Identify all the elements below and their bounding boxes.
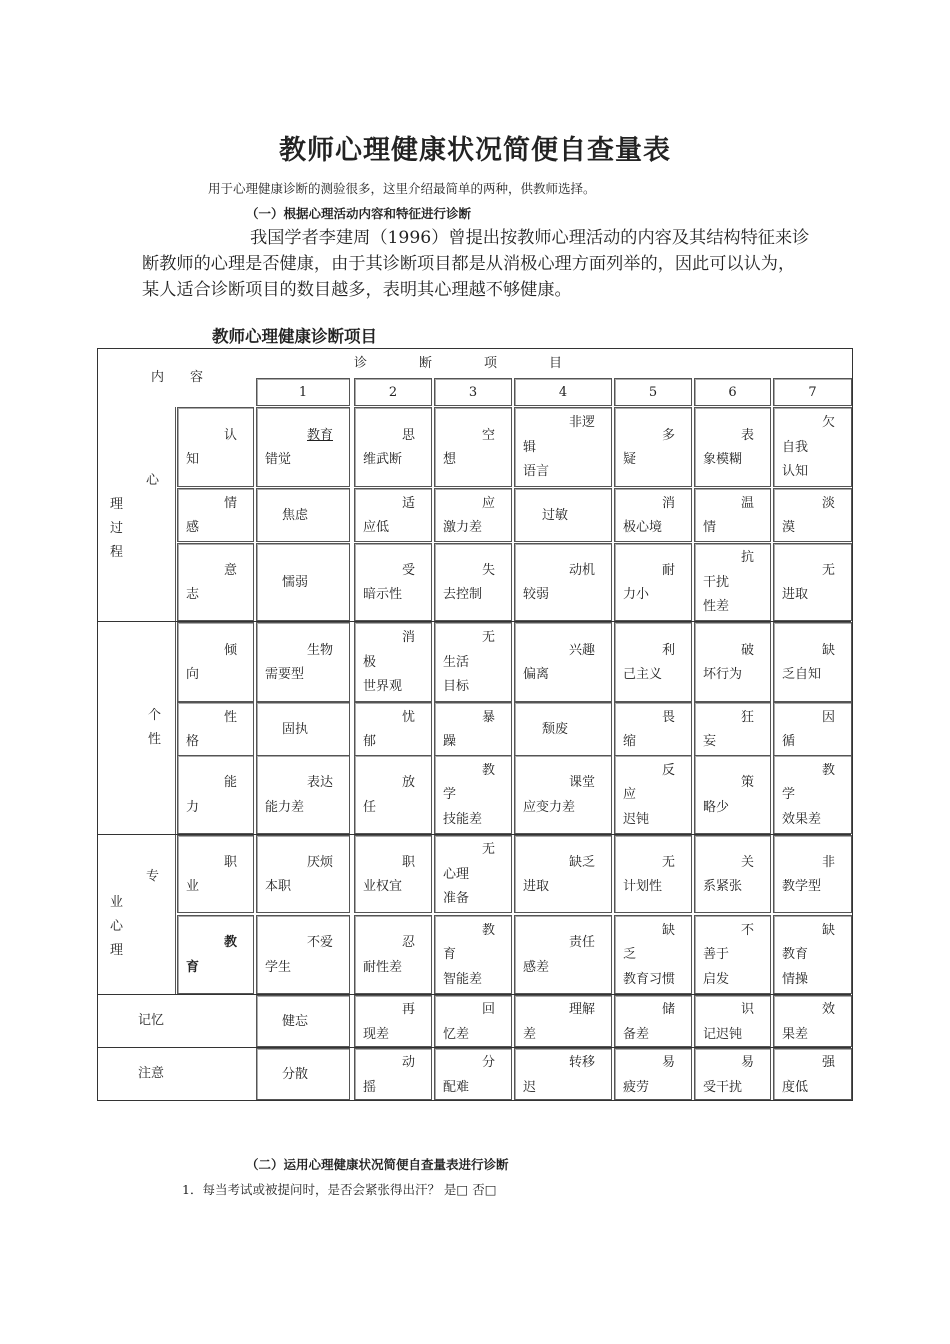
cell-will-3-line: 失	[481, 562, 495, 578]
row-label-will	[177, 543, 254, 621]
cell-education-6	[694, 915, 771, 994]
cell-memory-2-line: 再	[401, 1002, 415, 1017]
cell-education-1-line: 学生	[265, 959, 292, 975]
cell-will-3-line: 去控制	[443, 587, 483, 602]
cell-memory-6-line: 记迟钝	[703, 1026, 743, 1042]
cell-attention-1-line: 分散	[281, 1066, 308, 1082]
cell-education-6-line: 不	[740, 922, 754, 938]
cell-character-1	[256, 702, 350, 756]
column-number	[434, 378, 512, 406]
cell-profession-2-line: 业权宜	[363, 879, 403, 894]
cell-cognition-4-line: 非逻	[568, 415, 595, 431]
row-label-memory-line: 记忆	[138, 1012, 165, 1028]
cell-ability-4	[514, 755, 612, 834]
cell-memory-3-line: 回	[481, 1002, 495, 1017]
cell-education-5-line: 缺	[661, 922, 675, 938]
cell-education-2	[354, 915, 432, 994]
cell-character-5-line: 缩	[623, 734, 637, 749]
cell-attention-6	[694, 1048, 771, 1100]
row-label-emotion	[177, 488, 254, 542]
cell-will-3	[434, 543, 512, 621]
cell-memory-5	[614, 995, 692, 1047]
cell-character-5-line: 畏	[661, 709, 675, 725]
cell-will-6-line: 抗	[740, 550, 754, 566]
group-label-char: 个	[148, 708, 162, 723]
cell-will-4-line: 动机	[568, 562, 595, 578]
cell-attention-4	[514, 1048, 612, 1100]
row-label-profession	[177, 835, 254, 913]
group-label-char: 性	[148, 732, 162, 747]
cell-will-5	[614, 543, 692, 621]
cell-cognition-6-line: 表	[740, 427, 754, 443]
cell-ability-6	[694, 755, 771, 834]
cell-tendency-3	[434, 622, 512, 702]
row-label-ability-line: 力	[186, 799, 200, 815]
cell-will-6-line: 干扰	[703, 574, 730, 590]
row-label-character-line: 性	[223, 709, 237, 725]
cell-profession-5	[614, 835, 692, 913]
cell-attention-5	[614, 1048, 692, 1100]
cell-memory-2-line: 现差	[363, 1026, 390, 1042]
cell-ability-2	[354, 755, 432, 834]
cell-will-2	[354, 543, 432, 621]
cell-tendency-1	[256, 622, 350, 702]
group-divider	[98, 834, 851, 835]
cell-profession-4-line: 进取	[523, 879, 550, 894]
cell-memory-2	[354, 995, 432, 1047]
cell-ability-1-line: 表达	[306, 775, 333, 790]
cell-character-2-line: 忧	[401, 709, 415, 725]
row-label-character-line: 格	[186, 734, 200, 749]
cell-will-4-line: 较弱	[523, 587, 550, 602]
cell-tendency-5-line: 己主义	[623, 667, 663, 682]
cell-cognition-7-line: 欠	[821, 415, 835, 431]
cell-character-3-line: 躁	[443, 734, 457, 749]
header-content-line: 内 容	[150, 369, 203, 385]
cell-education-6-line: 启发	[703, 971, 730, 987]
question-1: 1．每当考试或被提问时，是否会紧张得出汗？ 是□ 否□	[182, 1182, 497, 1197]
cell-education-7	[773, 915, 852, 994]
cell-cognition-1-line: 错觉	[265, 452, 292, 467]
cell-tendency-1-line: 生物	[306, 642, 333, 658]
cell-emotion-6-line: 情	[703, 520, 717, 535]
cell-will-2-line: 暗示性	[363, 587, 403, 602]
cell-ability-7-line: 学	[782, 787, 796, 803]
cell-memory-5-line: 备差	[623, 1026, 650, 1042]
cell-will-7	[773, 543, 852, 621]
cell-education-1	[256, 915, 350, 994]
column-number	[514, 378, 612, 406]
cell-ability-5	[614, 755, 692, 834]
group-professional-psychology	[100, 835, 176, 994]
cell-will-1-line: 懦弱	[281, 574, 308, 590]
cell-tendency-2-line: 极	[363, 654, 377, 670]
cell-memory-7	[773, 995, 852, 1047]
cell-memory-3	[434, 995, 512, 1047]
cell-education-6-line: 善于	[703, 947, 730, 963]
cell-memory-4-line: 理解	[568, 1002, 595, 1017]
cell-tendency-3-line: 目标	[443, 679, 470, 695]
cell-ability-4-line: 课堂	[568, 775, 595, 790]
cell-tendency-2-line: 消	[401, 630, 415, 646]
cell-ability-5-line: 迟钝	[623, 811, 650, 827]
cell-character-6	[694, 702, 771, 756]
group-divider	[98, 994, 851, 995]
column-number	[614, 378, 692, 406]
row-label-will-line: 意	[223, 562, 237, 578]
row-label-tendency-line: 倾	[223, 642, 237, 658]
cell-emotion-2-line: 适	[401, 495, 415, 511]
cell-education-2-line: 忍	[401, 935, 415, 950]
cell-ability-2-line: 放	[401, 775, 415, 790]
document-title: 教师心理健康状况简便自查量表	[279, 135, 671, 166]
cell-tendency-2-line: 世界观	[363, 679, 403, 695]
intro-text: 用于心理健康诊断的测验很多，这里介绍最简单的两种，供教师选择。	[208, 181, 596, 196]
section-2-heading: （二）运用心理健康状况简便自查量表进行诊断	[246, 1157, 509, 1172]
cell-education-5	[614, 915, 692, 994]
cell-cognition-3-line: 想	[443, 452, 457, 467]
cell-tendency-4-line: 兴趣	[568, 642, 595, 658]
cell-will-7-line: 进取	[782, 587, 809, 602]
cell-emotion-6-line: 温	[740, 495, 754, 511]
group-label-char: 理	[110, 497, 124, 512]
cell-tendency-3-line: 无	[481, 630, 495, 646]
row-label-ability	[177, 755, 254, 834]
cell-cognition-4-line: 语言	[523, 464, 550, 480]
row-label-education-line: 育	[186, 959, 200, 975]
cell-profession-2	[354, 835, 432, 913]
cell-tendency-1-line: 需要型	[265, 667, 305, 682]
cell-education-7-line: 缺	[821, 922, 835, 938]
cell-emotion-7-line: 漠	[782, 520, 796, 535]
cell-emotion-1-line: 焦虑	[281, 507, 308, 523]
cell-emotion-5-line: 消	[661, 495, 675, 511]
row-label-tendency-line: 向	[186, 667, 200, 682]
column-number-line: 4	[558, 385, 568, 400]
cell-profession-3	[434, 835, 512, 913]
cell-character-5	[614, 702, 692, 756]
cell-profession-4	[514, 835, 612, 913]
column-number	[256, 378, 350, 406]
cell-tendency-7-line: 乏自知	[782, 667, 822, 682]
cell-character-1-line: 固执	[281, 721, 308, 737]
cell-attention-7-line: 强	[821, 1055, 835, 1070]
cell-attention-5-line: 疲劳	[623, 1079, 650, 1095]
cell-cognition-2-line: 维武断	[363, 452, 403, 467]
row-label-emotion-line: 感	[186, 520, 200, 535]
cell-education-4-line: 感差	[523, 959, 550, 975]
cell-ability-3-line: 技能差	[443, 811, 483, 827]
cell-will-4	[514, 543, 612, 621]
cell-attention-2-line: 摇	[363, 1079, 377, 1095]
cell-tendency-4-line: 偏离	[523, 667, 550, 682]
column-number-line: 7	[808, 385, 817, 400]
cell-attention-6-line: 受干扰	[703, 1079, 743, 1095]
cell-character-6-line: 狂	[740, 709, 754, 725]
cell-cognition-5-line: 疑	[623, 452, 637, 467]
cell-cognition-1	[256, 407, 350, 487]
row-label-profession-line: 职	[223, 854, 237, 870]
cell-cognition-5-line: 多	[661, 427, 675, 443]
cell-cognition-2-line: 思	[401, 427, 415, 443]
row-label-ability-line: 能	[223, 775, 237, 790]
cell-character-3	[434, 702, 512, 756]
intro-paragraph: 我国学者李建周（1996）曾提出按教师心理活动的内容及其结构特征来诊断教师的心理是否健康，由于其诊断项目都是从消极心理方面列举的，因此可以认为，某人适合诊断项目的数目越多，表明其心理越不够健康。	[142, 228, 810, 300]
column-number-line: 5	[648, 385, 658, 400]
cell-memory-7-line: 效	[821, 1002, 835, 1017]
cell-profession-1	[256, 835, 350, 913]
cell-ability-6-line: 策	[740, 775, 754, 790]
cell-memory-3-line: 忆差	[443, 1026, 470, 1042]
cell-profession-6	[694, 835, 771, 913]
cell-tendency-7-line: 缺	[821, 642, 835, 658]
row-label-character	[177, 702, 254, 756]
cell-ability-1	[256, 755, 350, 834]
cell-ability-3-line: 教	[481, 762, 495, 778]
cell-cognition-3	[434, 407, 512, 487]
cell-memory-6-line: 识	[740, 1002, 754, 1017]
cell-emotion-7	[773, 488, 852, 542]
cell-ability-3	[434, 755, 512, 834]
cell-cognition-6	[694, 407, 771, 487]
cell-attention-6-line: 易	[740, 1055, 754, 1070]
cell-cognition-6-line: 象模糊	[703, 452, 743, 467]
column-number	[694, 378, 771, 406]
cell-profession-5-line: 计划性	[623, 879, 663, 894]
cell-profession-7-line: 非	[821, 854, 835, 870]
cell-profession-2-line: 职	[401, 854, 415, 870]
cell-profession-1-line: 厌烦	[306, 854, 333, 870]
cell-tendency-6-line: 破	[740, 642, 754, 658]
cell-attention-2-line: 动	[401, 1055, 415, 1070]
column-number	[773, 378, 852, 406]
diagnosis-table	[97, 348, 853, 1101]
cell-memory-1	[256, 995, 350, 1047]
group-label-char: 程	[110, 545, 124, 560]
cell-emotion-2-line: 应低	[363, 520, 390, 535]
cell-ability-7-line: 教	[821, 762, 835, 778]
group-divider	[98, 1047, 851, 1048]
group-label-char: 理	[110, 943, 124, 958]
row-label-will-line: 志	[186, 587, 200, 602]
row-label-memory	[100, 995, 254, 1047]
cell-tendency-3-line: 生活	[443, 654, 470, 670]
cell-character-2	[354, 702, 432, 756]
cell-attention-4-line: 转移	[568, 1055, 595, 1070]
cell-memory-4-line: 差	[523, 1026, 537, 1042]
cell-character-4-line: 颓废	[541, 721, 568, 737]
cell-education-1-line: 不爱	[306, 935, 333, 950]
cell-emotion-4	[514, 488, 612, 542]
cell-cognition-4	[514, 407, 612, 487]
cell-will-6-line: 性差	[703, 599, 730, 615]
cell-cognition-5	[614, 407, 692, 487]
cell-cognition-4-line: 辑	[523, 439, 537, 455]
cell-attention-2	[354, 1048, 432, 1100]
cell-profession-5-line: 无	[661, 854, 675, 870]
cell-will-6	[694, 543, 771, 621]
cell-education-7-line: 情操	[782, 971, 809, 987]
row-label-education-line: 教	[223, 935, 237, 950]
cell-ability-5-line: 应	[623, 787, 637, 803]
cell-tendency-6-line: 坏行为	[703, 667, 743, 682]
cell-tendency-7	[773, 622, 852, 702]
cell-ability-4-line: 应变力差	[523, 799, 576, 815]
section-1-heading: （一）根据心理活动内容和特征进行诊断	[246, 206, 472, 221]
row-label-cognition	[177, 407, 254, 487]
cell-tendency-2	[354, 622, 432, 702]
cell-attention-7	[773, 1048, 852, 1100]
cell-will-5-line: 力小	[623, 587, 650, 602]
cell-will-2-line: 受	[401, 562, 415, 578]
cell-character-7	[773, 702, 852, 756]
cell-emotion-3-line: 应	[481, 495, 495, 511]
cell-profession-3-line: 心理	[443, 866, 470, 882]
group-mental-process	[100, 407, 176, 621]
group-divider	[98, 621, 851, 622]
group-label-char: 专	[146, 869, 160, 884]
row-label-cognition-line: 认	[223, 427, 237, 443]
group-label-char: 过	[110, 521, 124, 536]
cell-character-6-line: 妄	[703, 734, 717, 749]
cell-character-3-line: 暴	[481, 709, 495, 725]
cell-will-1	[256, 543, 350, 621]
row-label-tendency	[177, 622, 254, 702]
cell-attention-3-line: 配难	[443, 1079, 470, 1095]
row-label-attention-line: 注意	[138, 1065, 165, 1081]
column-number-line: 6	[728, 385, 737, 400]
cell-education-7-line: 教育	[782, 947, 809, 963]
cell-tendency-4	[514, 622, 612, 702]
cell-memory-6	[694, 995, 771, 1047]
cell-memory-1-line: 健忘	[281, 1013, 308, 1029]
cell-cognition-7-line: 认知	[782, 464, 809, 480]
cell-ability-6-line: 略少	[703, 799, 730, 815]
column-number-line: 3	[468, 385, 478, 400]
cell-profession-3-line: 无	[481, 842, 495, 858]
row-label-emotion-line: 情	[223, 495, 237, 511]
cell-education-4-line: 责任	[568, 935, 595, 950]
cell-character-7-line: 因	[821, 709, 835, 725]
cell-attention-1	[256, 1048, 350, 1100]
cell-emotion-3-line: 激力差	[443, 520, 483, 535]
cell-cognition-7-line: 自我	[782, 439, 809, 455]
cell-emotion-5	[614, 488, 692, 542]
row-label-attention	[100, 1048, 254, 1100]
cell-ability-7	[773, 755, 852, 834]
cell-emotion-5-line: 极心境	[623, 520, 663, 535]
cell-cognition-1-line: 教育	[306, 427, 333, 443]
cell-character-2-line: 郁	[363, 734, 377, 749]
cell-education-3	[434, 915, 512, 994]
cell-will-7-line: 无	[821, 562, 835, 578]
cell-education-5-line: 教育习惯	[623, 971, 676, 987]
header-content	[100, 351, 254, 405]
cell-education-3-line: 智能差	[443, 971, 483, 987]
row-label-cognition-line: 知	[186, 452, 200, 467]
cell-character-4	[514, 702, 612, 756]
cell-memory-7-line: 果差	[782, 1026, 809, 1042]
cell-ability-3-line: 学	[443, 787, 457, 803]
group-label-char: 心	[110, 919, 124, 934]
cell-profession-1-line: 本职	[265, 879, 292, 894]
cell-attention-3	[434, 1048, 512, 1100]
cell-ability-2-line: 任	[363, 799, 377, 815]
cell-emotion-3	[434, 488, 512, 542]
cell-ability-7-line: 效果差	[782, 811, 822, 827]
cell-emotion-6	[694, 488, 771, 542]
row-label-education	[177, 915, 254, 994]
cell-education-3-line: 教	[481, 922, 495, 938]
cell-education-4	[514, 915, 612, 994]
group-personality	[100, 622, 176, 834]
cell-profession-6-line: 关	[740, 854, 754, 870]
cell-will-5-line: 耐	[661, 562, 675, 578]
cell-cognition-2	[354, 407, 432, 487]
cell-profession-7	[773, 835, 852, 913]
cell-attention-3-line: 分	[481, 1055, 495, 1070]
cell-character-7-line: 循	[782, 734, 796, 749]
cell-emotion-1	[256, 488, 350, 542]
cell-attention-5-line: 易	[661, 1055, 675, 1070]
cell-emotion-7-line: 淡	[821, 495, 835, 511]
cell-cognition-3-line: 空	[481, 427, 495, 443]
cell-education-3-line: 育	[443, 947, 457, 963]
cell-attention-4-line: 迟	[523, 1079, 537, 1095]
cell-memory-4	[514, 995, 612, 1047]
column-number-line: 1	[298, 385, 308, 400]
cell-attention-7-line: 度低	[782, 1079, 809, 1095]
group-label-char: 心	[146, 473, 160, 488]
column-number-line: 2	[388, 385, 398, 400]
cell-profession-7-line: 教学型	[782, 879, 822, 894]
cell-memory-5-line: 储	[661, 1002, 675, 1017]
table-caption: 教师心理健康诊断项目	[212, 327, 377, 346]
cell-education-2-line: 耐性差	[363, 959, 403, 975]
cell-education-5-line: 乏	[623, 947, 637, 963]
row-label-profession-line: 业	[186, 879, 200, 894]
cell-tendency-6	[694, 622, 771, 702]
column-number	[354, 378, 432, 406]
cell-profession-6-line: 系紧张	[703, 879, 743, 894]
cell-profession-4-line: 缺乏	[568, 854, 595, 870]
cell-cognition-7	[773, 407, 852, 487]
cell-ability-5-line: 反	[661, 762, 675, 778]
cell-ability-1-line: 能力差	[265, 799, 305, 815]
cell-tendency-5	[614, 622, 692, 702]
header-items: 诊 断 项 目	[353, 356, 562, 371]
group-label-char: 业	[110, 895, 124, 910]
cell-profession-3-line: 准备	[443, 891, 470, 907]
cell-emotion-4-line: 过敏	[541, 507, 568, 523]
cell-emotion-2	[354, 488, 432, 542]
cell-tendency-5-line: 利	[661, 642, 675, 658]
